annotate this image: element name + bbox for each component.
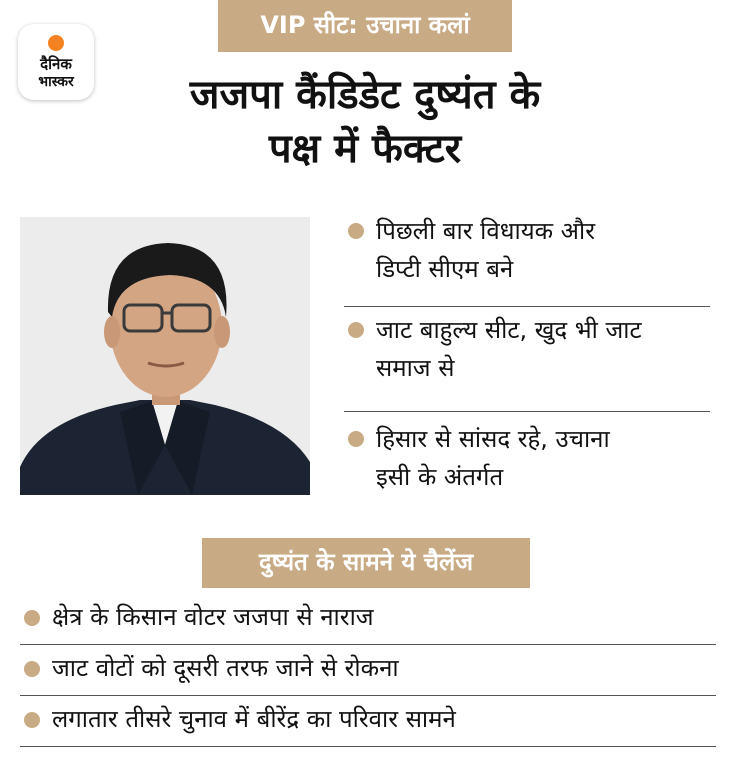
list-item-text: क्षेत्र के किसान वोटर जजपा से नाराज: [52, 603, 374, 631]
list-item-text-line1: हिसार से सांसद रहे, उचाना: [376, 425, 610, 453]
bullet-dot-icon: [348, 223, 364, 239]
bullet-dot-icon: [24, 610, 40, 626]
bullet-dot-icon: [24, 712, 40, 728]
list-item-text-line2: समाज से: [376, 354, 455, 382]
list-item-text-line1: पिछली बार विधायक और: [376, 217, 596, 245]
list-item: [20, 645, 716, 696]
candidate-photo: [20, 217, 310, 495]
sun-icon: [48, 35, 64, 51]
bullet-dot-icon: [348, 431, 364, 447]
headline-line2: पक्ष में फैक्टर: [268, 126, 462, 172]
list-item: [20, 594, 716, 645]
bullet-dot-icon: [24, 661, 40, 677]
logo-text-line2: भास्कर: [38, 74, 74, 90]
headline: [100, 68, 630, 176]
list-item-text: जाट वोटों को दूसरी तरफ जाने से रोकना: [52, 654, 399, 682]
challenges-tag: दुष्यंत के सामने ये चैलेंज: [202, 538, 530, 588]
list-item: [344, 412, 710, 514]
list-item-text-line2: इसी के अंतर्गत: [376, 463, 504, 491]
favor-factors-list: [344, 212, 710, 514]
bullet-dot-icon: [348, 322, 364, 338]
list-item: [344, 307, 710, 412]
vip-seat-tag: VIP सीट: उचाना कलां: [218, 0, 512, 52]
logo-text-line1: दैनिक: [40, 55, 72, 73]
list-item-text-line2: डिप्टी सीएम बने: [376, 255, 514, 283]
list-item: [344, 212, 710, 307]
list-item-text: लगातार तीसरे चुनाव में बीरेंद्र का परिवार सामने: [52, 705, 456, 733]
dainik-bhaskar-logo: [18, 24, 94, 100]
headline-line1: जजपा कैंडिडेट दुष्यंत के: [189, 72, 541, 118]
challenges-list: [20, 594, 716, 747]
list-item-text-line1: जाट बाहुल्य सीट, खुद भी जाट: [376, 316, 642, 344]
list-item: [20, 696, 716, 747]
